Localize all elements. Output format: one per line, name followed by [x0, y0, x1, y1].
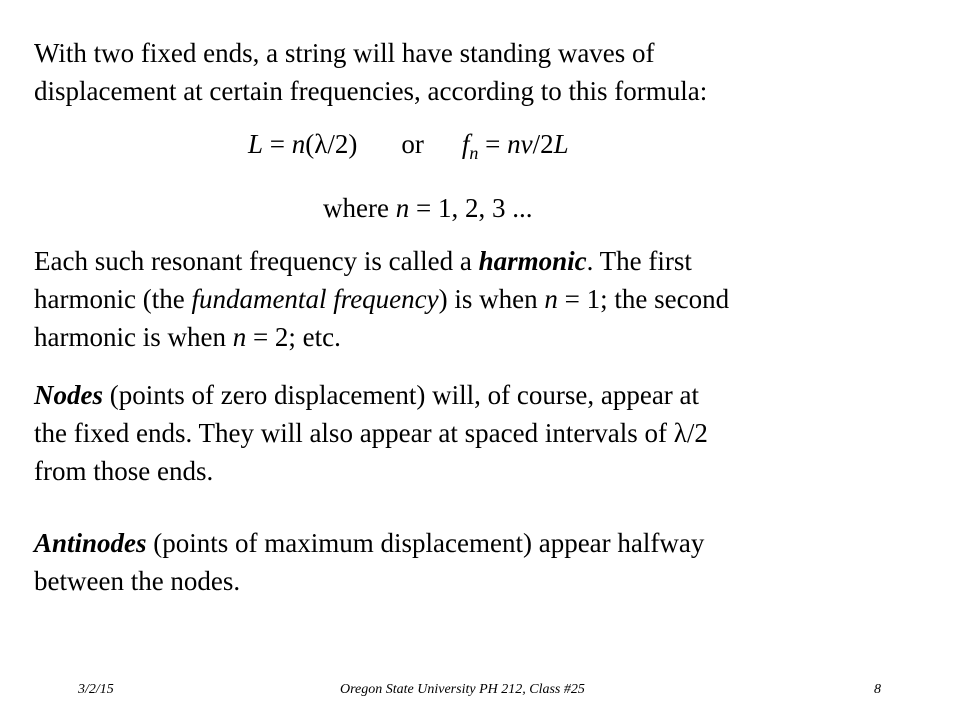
- harmonic-paragraph: Each such resonant frequency is called a harmonic. The first harmonic (the fundamental frequency) is when n = 1; the second harmonic is when n = 2; etc.: [34, 246, 730, 352]
- antinodes-term: Antinodes: [34, 528, 147, 558]
- intro-line-1: With two fixed ends, a string will have standing waves of: [34, 38, 655, 68]
- lambda-symbol: λ: [673, 418, 687, 448]
- lambda-symbol: λ: [314, 129, 328, 159]
- resonance-formula: L = n(λ/2) or $f_n = nv/2L$: [248, 129, 569, 163]
- where-line: where n = 1, 2, 3 ...: [323, 193, 533, 223]
- footer-page-number: 8: [874, 682, 881, 697]
- fundamental-frequency-term: fundamental frequency: [191, 284, 439, 314]
- antinodes-paragraph: Antinodes (points of maximum displacement) appear halfway between the nodes.: [34, 528, 705, 596]
- harmonic-term: harmonic: [478, 246, 587, 276]
- intro-line-2: displacement at certain frequencies, according to this formula:: [34, 76, 708, 106]
- nodes-term: Nodes: [34, 380, 103, 410]
- formula-or: or: [401, 129, 424, 159]
- footer-date: 3/2/15: [78, 682, 114, 697]
- nodes-paragraph: Nodes (points of zero displacement) will, of course, appear at the fixed ends. They will also appear at spaced intervals of λ/2 from those ends.: [34, 380, 708, 486]
- intro-paragraph: [34, 34, 914, 110]
- footer-course: Oregon State University PH 212, Class #25: [340, 682, 585, 697]
